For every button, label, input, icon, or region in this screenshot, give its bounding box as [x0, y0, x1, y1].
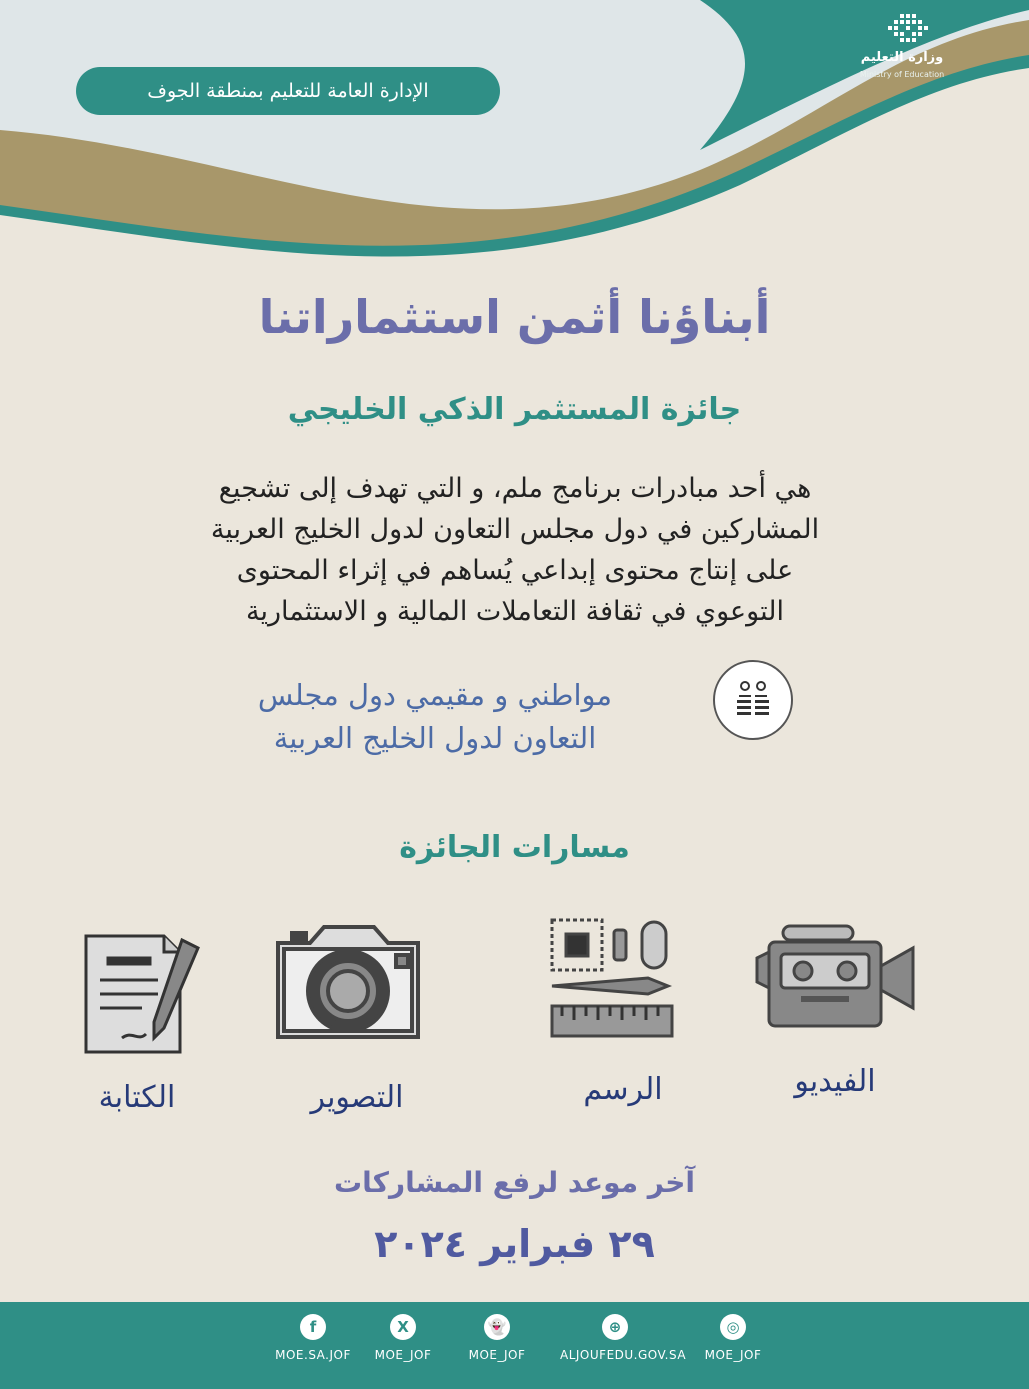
track-writing-label: الكتابة — [98, 1080, 176, 1115]
track-drawing-label: الرسم — [583, 1072, 663, 1107]
track-video-label: الفيديو — [794, 1064, 876, 1099]
region-label: الإدارة العامة للتعليم بمنطقة الجوف — [147, 80, 429, 102]
description-line: التوعوي في ثقافة التعاملات المالية و الاستثمارية — [246, 596, 784, 627]
social-label: ALJOUFEDU.GOV.SA — [560, 1348, 687, 1362]
social-instagram[interactable] — [678, 1314, 788, 1362]
eligibility-line: التعاون لدول الخليج العربية — [273, 721, 597, 755]
snapchat-icon: 👻 — [484, 1314, 510, 1340]
people-icon — [713, 660, 793, 740]
award-subtitle: جائزة المستثمر الذكي الخليجي — [287, 392, 742, 427]
instagram-icon: ◎ — [720, 1314, 746, 1340]
deadline-label: آخر موعد لرفع المشاركات — [334, 1166, 695, 1199]
logo-arabic-text: وزارة التعليم — [860, 50, 944, 65]
social-label: MOE.SA.JOF — [275, 1348, 351, 1362]
region-label-pill — [76, 67, 500, 115]
page-title: أبناؤنا أثمن استثماراتنا — [258, 290, 771, 344]
description — [110, 468, 920, 632]
tracks-title: مسارات الجائزة — [399, 830, 630, 865]
social-label: MOE_JOF — [468, 1348, 526, 1362]
writing-document-icon — [82, 930, 202, 1056]
ministry-logo-icon — [852, 12, 952, 48]
logo-english-text: Ministry of Education — [859, 70, 945, 79]
facebook-icon: f — [300, 1314, 326, 1340]
track-photography-label: التصوير — [310, 1080, 404, 1115]
drawing-tools-icon — [548, 916, 676, 1042]
video-camera-icon — [755, 918, 920, 1036]
deadline-date: ٢٩ فبراير ٢٠٢٤ — [374, 1222, 655, 1266]
ministry-logo — [852, 12, 952, 82]
social-label: MOE_JOF — [374, 1348, 432, 1362]
social-snapchat[interactable] — [442, 1314, 552, 1362]
description-line: المشاركين في دول مجلس التعاون لدول الخليج العربية — [210, 514, 820, 545]
eligibility-text — [180, 674, 690, 760]
description-line: هي أحد مبادرات برنامج ملم، و التي تهدف إلى تشجيع — [218, 473, 812, 504]
globe-icon: ⊕ — [602, 1314, 628, 1340]
eligibility-line: مواطني و مقيمي دول مجلس — [257, 678, 613, 712]
description-line: على إنتاج محتوى إبداعي يُساهم في إثراء المحتوى — [236, 555, 794, 586]
social-label: MOE_JOF — [704, 1348, 762, 1362]
x-icon: X — [390, 1314, 416, 1340]
photo-camera-icon — [270, 923, 425, 1045]
social-website[interactable] — [560, 1314, 687, 1362]
